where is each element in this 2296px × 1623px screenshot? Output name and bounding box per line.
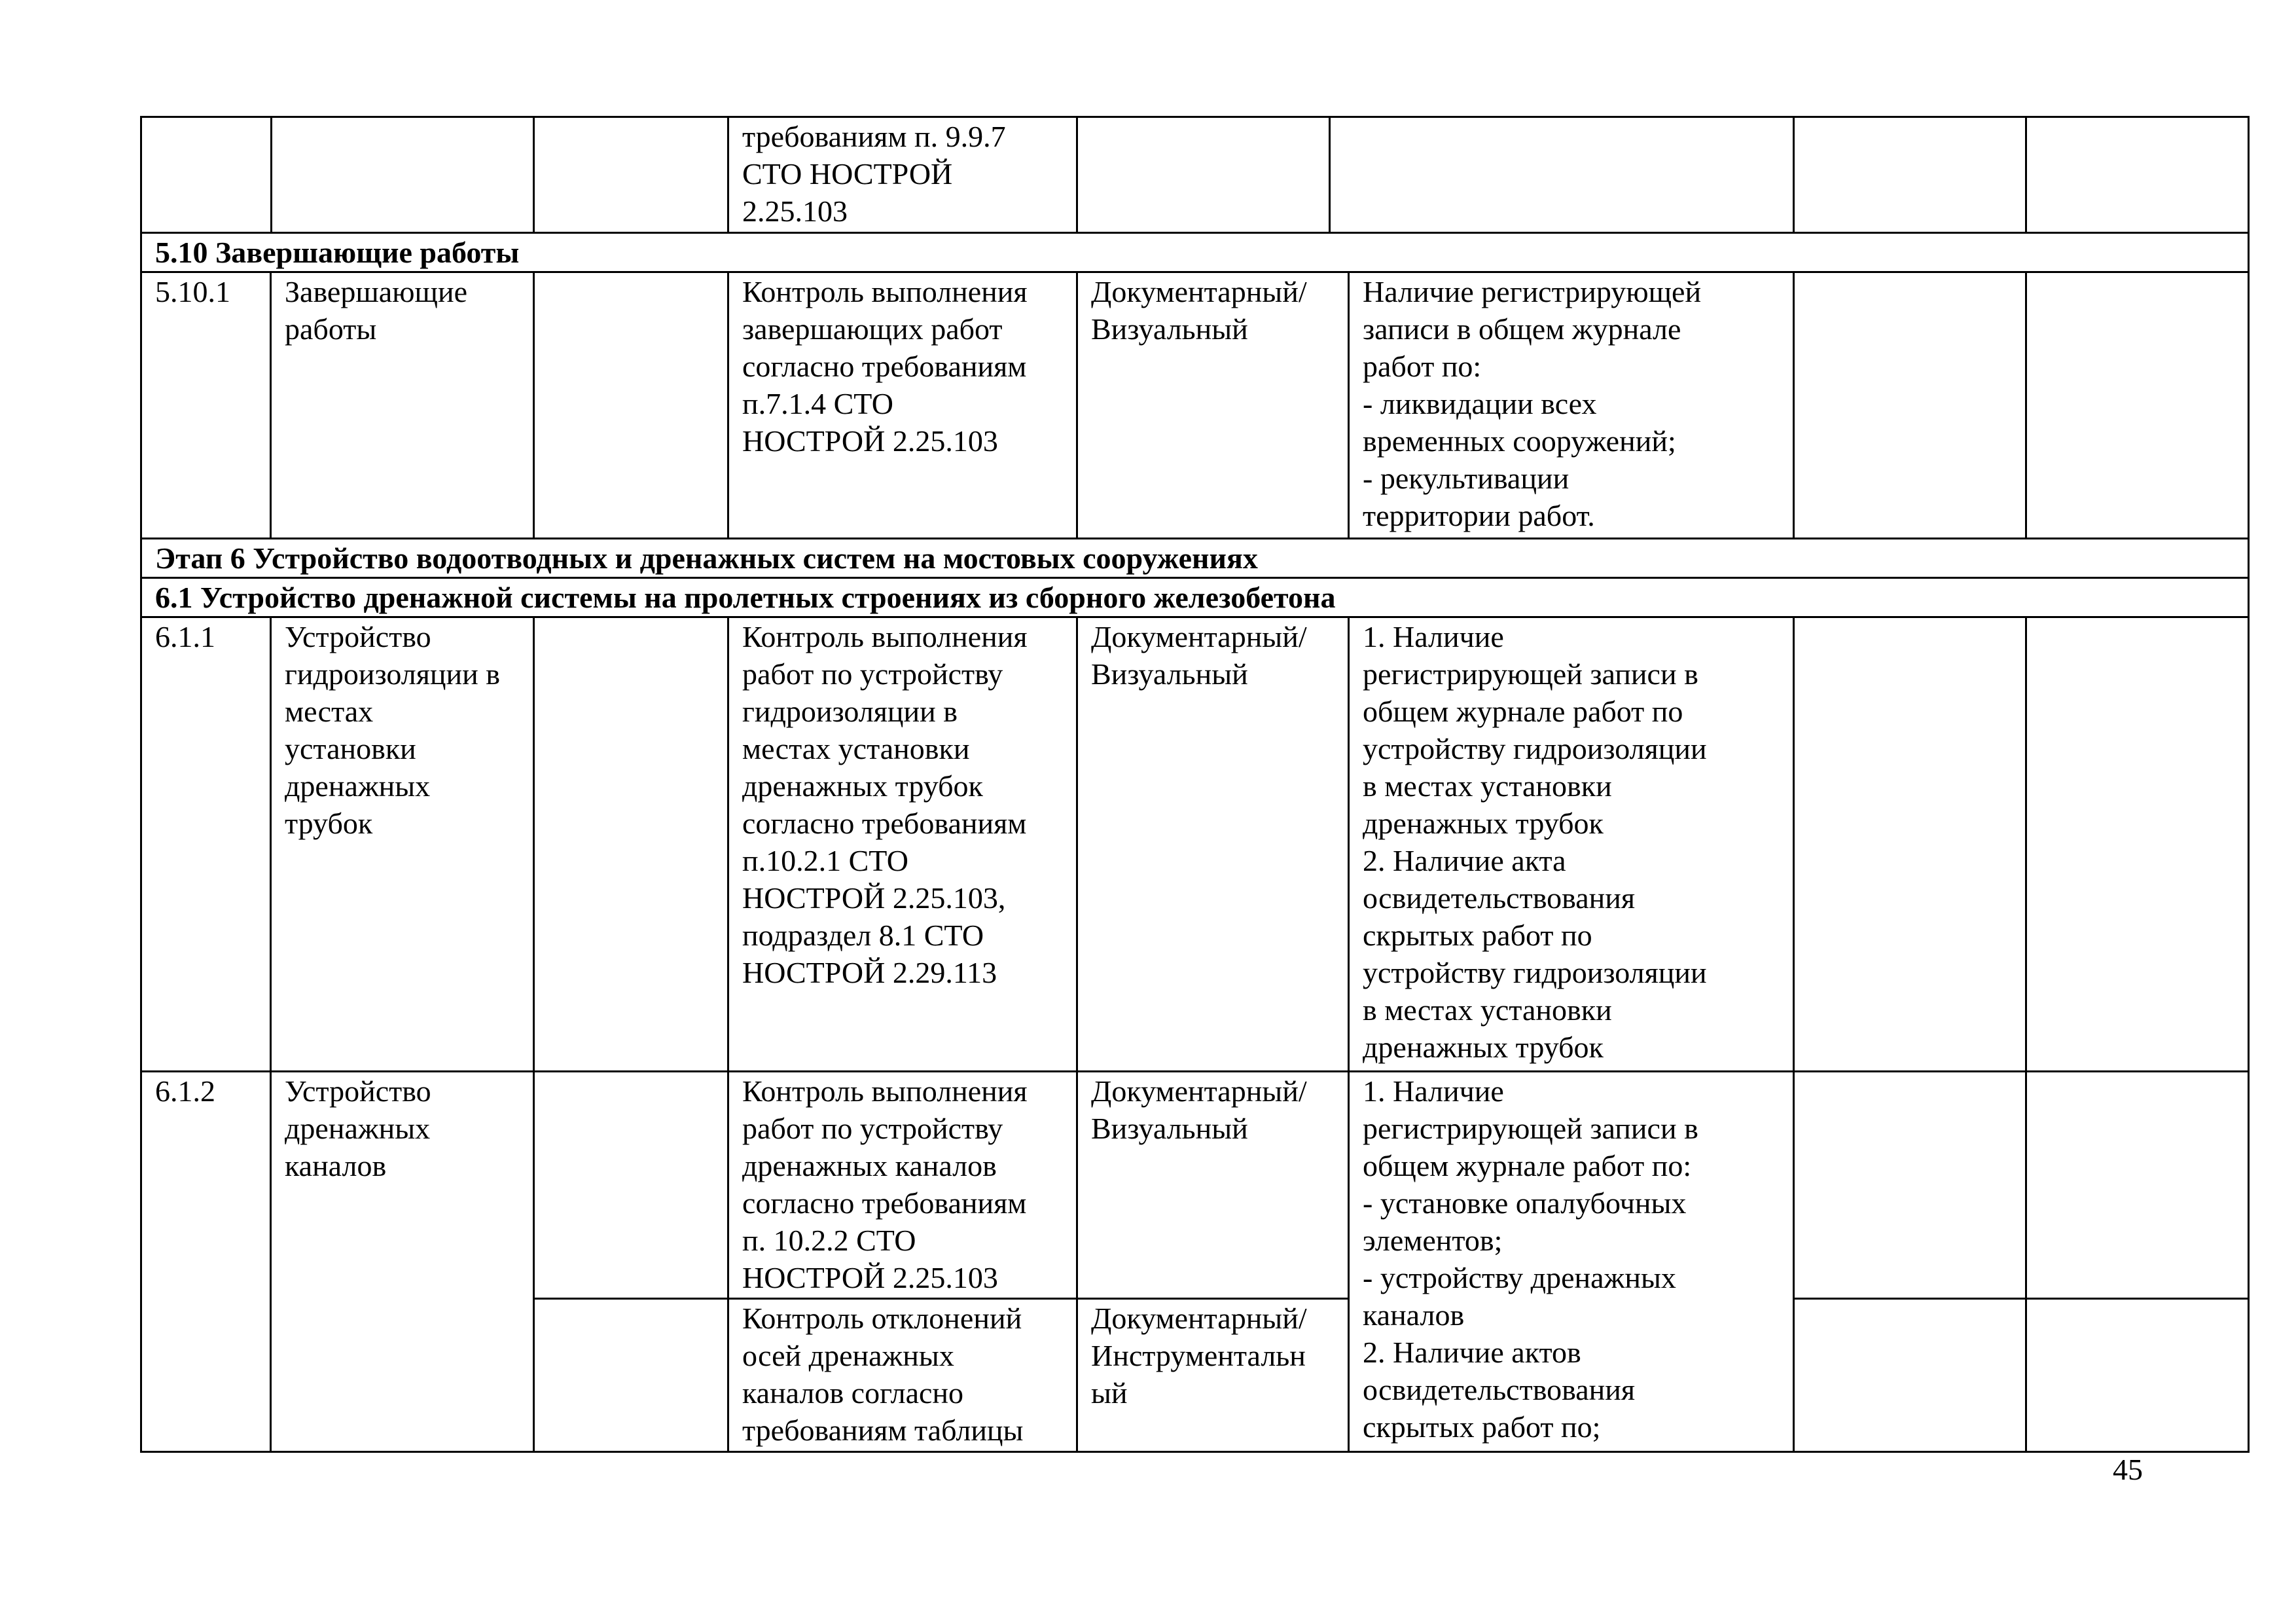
section-row — [141, 233, 2249, 272]
requirement-line: НОСТРОЙ 2.25.103 — [742, 424, 998, 458]
cell-requirement — [728, 1299, 1077, 1452]
requirement-line: НОСТРОЙ 2.25.103, — [742, 881, 1006, 915]
cell-method — [1077, 617, 1349, 1072]
work-line: дренажных — [285, 1112, 431, 1145]
record-line: в местах установки — [1363, 769, 1612, 803]
table-row — [141, 117, 2249, 233]
requirement-line: Контроль отклонений — [742, 1302, 1022, 1335]
method-line: Документарный/ — [1091, 1074, 1307, 1108]
record-line: Наличие регистрирующей — [1363, 275, 1702, 308]
work-line: каналов — [285, 1149, 387, 1182]
cell-requirement — [728, 272, 1077, 539]
section-row — [141, 539, 2249, 578]
cell-method-record — [1077, 117, 1794, 233]
table-row — [141, 617, 2249, 1072]
requirement-line: осей дренажных — [742, 1339, 954, 1372]
method-line: Инструментальн — [1091, 1339, 1306, 1372]
requirement-line: подраздел 8.1 СТО — [742, 919, 984, 952]
page-number: 45 — [2113, 1453, 2143, 1486]
table-row — [141, 1072, 2249, 1299]
work-line: трубок — [285, 807, 373, 840]
record-line: - установке опалубочных — [1363, 1186, 1687, 1220]
record-line: дренажных трубок — [1363, 1030, 1604, 1064]
cell-empty — [1794, 272, 2026, 539]
record-line: регистрирующей записи в — [1363, 657, 1698, 691]
record-line: общем журнале работ по — [1363, 695, 1683, 728]
requirement-line: дренажных каналов — [742, 1149, 997, 1182]
cell-empty — [534, 272, 728, 539]
method-line: Документарный/ — [1091, 1302, 1307, 1335]
record-line: каналов — [1363, 1298, 1465, 1332]
cell-requirement — [728, 1072, 1077, 1299]
cell-empty — [2026, 272, 2249, 539]
method-line: Визуальный — [1091, 657, 1248, 691]
requirement-line: гидроизоляции в — [742, 695, 958, 728]
requirement-line: НОСТРОЙ 2.29.113 — [742, 956, 997, 989]
requirement-line: согласно требованиям — [742, 350, 1027, 383]
record-line: территории работ. — [1363, 499, 1595, 532]
record-line: - ликвидации всех — [1363, 387, 1597, 420]
record-line: записи в общем журнале — [1363, 312, 1681, 346]
control-table — [140, 116, 2250, 1453]
requirement-line: Контроль выполнения — [742, 1074, 1028, 1108]
cell-empty — [1794, 117, 2026, 233]
requirement-line: требованиям п. 9.9.7 — [742, 120, 1006, 153]
requirement-line: требованиям таблицы — [742, 1413, 1024, 1447]
record-line: скрытых работ по — [1363, 919, 1592, 952]
cell-empty — [1794, 1072, 2026, 1299]
cell-empty — [2026, 117, 2249, 233]
requirement-line: работ по устройству — [742, 657, 1003, 691]
work-line: Завершающие — [285, 275, 467, 308]
record-line: 2. Наличие акта — [1363, 844, 1566, 877]
cell-record — [1349, 1072, 1794, 1452]
requirement-line: работ по устройству — [742, 1112, 1003, 1145]
row-number: 6.1.2 — [141, 1072, 271, 1452]
cell-requirement — [728, 117, 1077, 233]
row-number: 5.10.1 — [141, 272, 271, 539]
cell-requirement — [728, 617, 1077, 1072]
work-line: местах — [285, 695, 374, 728]
cell-method — [1077, 1299, 1349, 1452]
cell-empty — [2026, 1072, 2249, 1299]
requirement-line: каналов согласно — [742, 1376, 964, 1410]
record-line: временных сооружений; — [1363, 424, 1676, 458]
cell-empty — [2026, 1299, 2249, 1452]
section-row — [141, 578, 2249, 617]
cell-work — [271, 617, 534, 1072]
requirement-line: завершающих работ — [742, 312, 1003, 346]
record-line: работ по: — [1363, 350, 1482, 383]
record-line: в местах установки — [1363, 993, 1612, 1027]
method-line: Визуальный — [1091, 312, 1248, 346]
record-line: освидетельствования — [1363, 1373, 1636, 1406]
record-line: элементов; — [1363, 1224, 1503, 1257]
record-line: устройству гидроизоляции — [1363, 956, 1707, 989]
cell-record — [1349, 272, 1794, 539]
method-line: ый — [1091, 1376, 1128, 1410]
record-line: 1. Наличие — [1363, 620, 1504, 653]
record-line: общем журнале работ по: — [1363, 1149, 1692, 1182]
requirement-line: Контроль выполнения — [742, 620, 1028, 653]
requirement-line: СТО НОСТРОЙ — [742, 157, 953, 191]
requirement-line: согласно требованиям — [742, 807, 1027, 840]
cell-num — [141, 117, 534, 233]
requirement-line: п. 10.2.2 СТО — [742, 1224, 916, 1257]
cell-empty — [1794, 617, 2026, 1072]
work-line: Устройство — [285, 1074, 431, 1108]
cell-empty — [2026, 617, 2249, 1072]
record-line: скрытых работ по; — [1363, 1410, 1601, 1444]
method-line: Документарный/ — [1091, 620, 1307, 653]
method-line: Визуальный — [1091, 1112, 1248, 1145]
record-line: 1. Наличие — [1363, 1074, 1504, 1108]
cell-empty — [1794, 1299, 2026, 1452]
requirement-line: п.10.2.1 СТО — [742, 844, 909, 877]
cell-empty — [534, 617, 728, 1072]
cell-method — [1077, 272, 1349, 539]
cell-record — [1349, 617, 1794, 1072]
requirement-line: местах установки — [742, 732, 970, 765]
record-line: 2. Наличие актов — [1363, 1336, 1581, 1369]
requirement-line: НОСТРОЙ 2.25.103 — [742, 1261, 998, 1294]
requirement-line: Контроль выполнения — [742, 275, 1028, 308]
stage-title: Этап 6 Устройство водоотводных и дренажных систем на мостовых сооружениях — [141, 539, 2249, 578]
method-line: Документарный/ — [1091, 275, 1307, 308]
cell-empty — [534, 1072, 728, 1299]
cell-empty — [534, 1299, 728, 1452]
cell-method — [1077, 1072, 1349, 1299]
record-line: - устройству дренажных — [1363, 1261, 1676, 1294]
requirement-line: согласно требованиям — [742, 1186, 1027, 1220]
cell-work — [271, 1072, 534, 1452]
cell-empty — [534, 117, 728, 233]
requirement-line: дренажных трубок — [742, 769, 983, 803]
work-line: установки — [285, 732, 416, 765]
section-title: 5.10 Завершающие работы — [141, 233, 2249, 272]
record-line: дренажных трубок — [1363, 807, 1604, 840]
work-line: гидроизоляции в — [285, 657, 500, 691]
record-line: устройству гидроизоляции — [1363, 732, 1707, 765]
section-title: 6.1 Устройство дренажной системы на пролетных строениях из сборного железобетона — [141, 578, 2249, 617]
work-line: дренажных — [285, 769, 431, 803]
work-line: Устройство — [285, 620, 431, 653]
record-line: освидетельствования — [1363, 881, 1636, 915]
record-line: регистрирующей записи в — [1363, 1112, 1698, 1145]
requirement-line: п.7.1.4 СТО — [742, 387, 894, 420]
row-number: 6.1.1 — [141, 617, 271, 1072]
table-row — [141, 272, 2249, 539]
cell-work — [271, 272, 534, 539]
record-line: - рекультивации — [1363, 462, 1570, 495]
work-line: работы — [285, 312, 377, 346]
requirement-line: 2.25.103 — [742, 194, 848, 228]
